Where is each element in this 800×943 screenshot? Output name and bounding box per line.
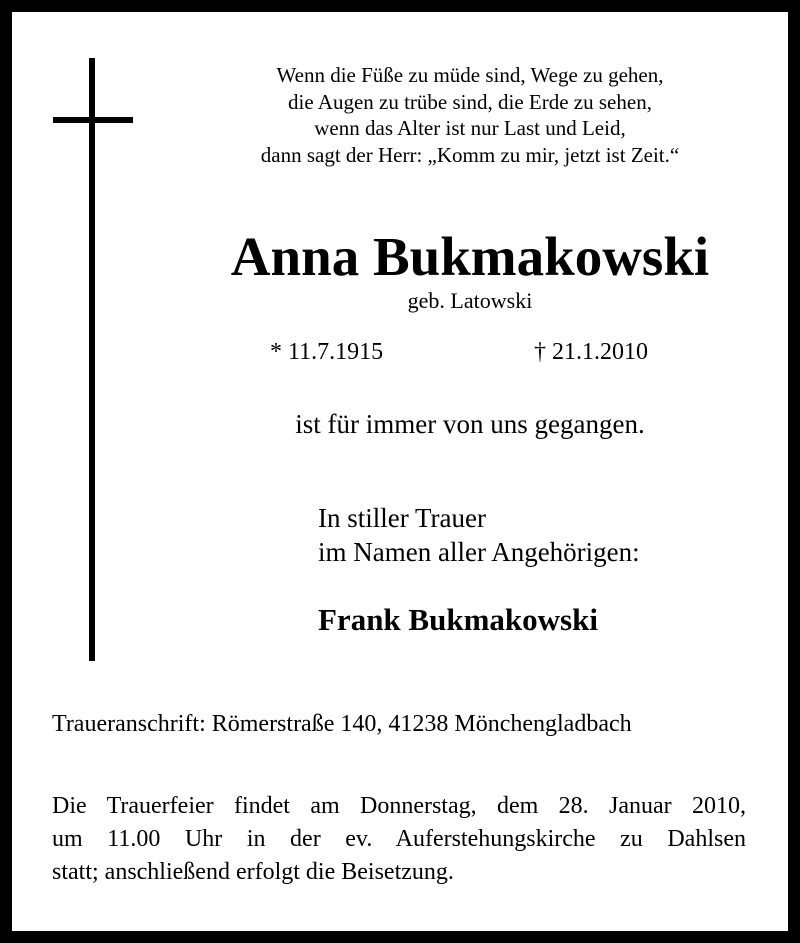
ceremony-info — [52, 790, 746, 889]
birth-date: * 11.7.1915 — [270, 339, 384, 365]
mourning-line: In stiller Trauer — [318, 503, 486, 533]
passing-statement: ist für immer von uns gegangen. — [295, 409, 645, 439]
deceased-name: Anna Bukmakowski — [230, 226, 710, 287]
mourning-address: Traueranschrift: Römerstraße 140, 41238 Mönchengladbach — [52, 711, 632, 737]
ceremony-line: statt; anschließend erfolgt die Beisetzung. — [52, 859, 454, 885]
poem-line: Wenn die Füße zu müde sind, Wege zu gehen, — [276, 63, 664, 87]
ceremony-line: Die Trauerfeier findet am Donnerstag, dem 28. Januar 2010, — [52, 793, 746, 819]
maiden-name: geb. Latowski — [407, 288, 533, 313]
cross-horizontal-bar — [53, 117, 133, 123]
ceremony-line: um 11.00 Uhr in der ev. Auferstehungskirche zu Dahlsen — [52, 826, 746, 852]
poem — [160, 62, 780, 168]
cross-vertical-bar — [89, 58, 95, 661]
death-date: † 21.1.2010 — [534, 339, 648, 365]
mourning-text — [318, 501, 640, 569]
mourning-line: im Namen aller Angehörigen: — [318, 537, 640, 567]
poem-line: wenn das Alter ist nur Last und Leid, — [314, 116, 626, 140]
signer-name: Frank Bukmakowski — [318, 602, 598, 637]
poem-line: dann sagt der Herr: „Komm zu mir, jetzt ist Zeit.“ — [260, 142, 680, 167]
poem-line: die Augen zu trübe sind, die Erde zu sehen, — [288, 89, 652, 114]
